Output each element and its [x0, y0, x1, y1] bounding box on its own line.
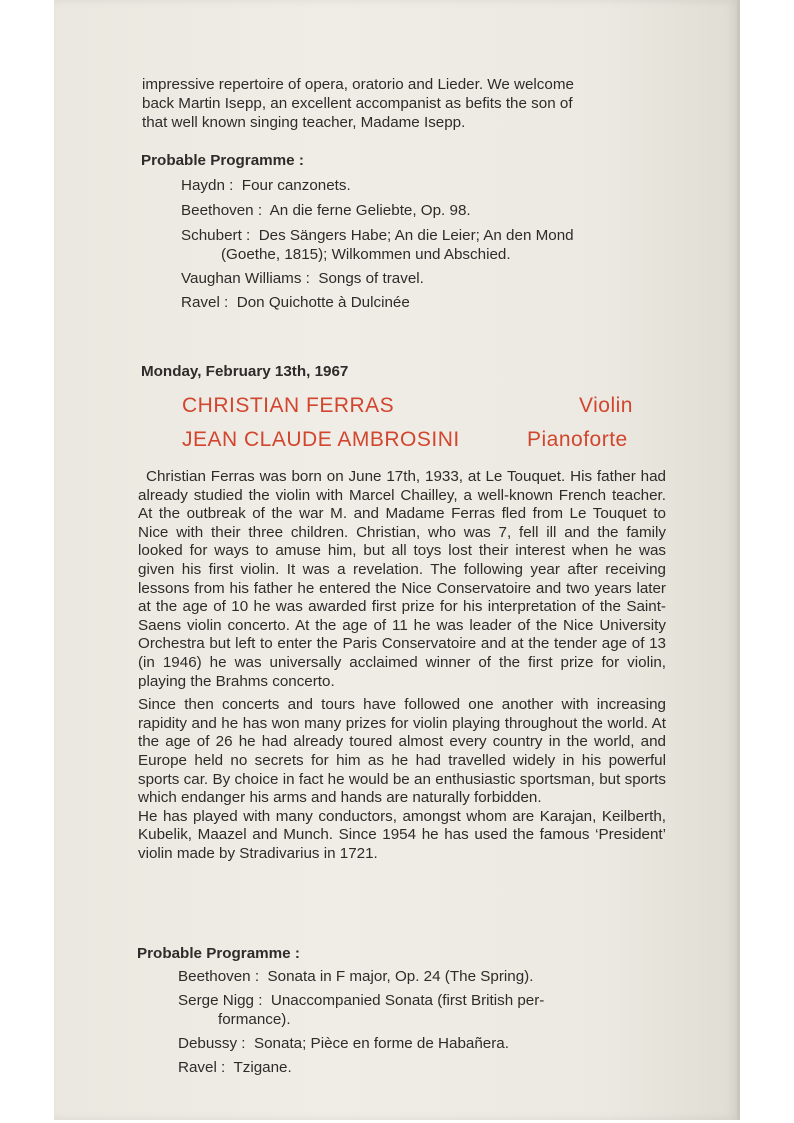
programme-item	[178, 991, 668, 1029]
composer: Debussy :	[178, 1035, 246, 1052]
programme-item	[178, 1034, 509, 1053]
composer: Schubert :	[181, 227, 251, 244]
composer: Beethoven :	[181, 202, 263, 219]
intro-line-1: impressive repertoire of opera, oratorio and Lieder. We welcome	[142, 76, 574, 93]
intro-line-3: that well known singing teacher, Madame Isepp.	[142, 114, 466, 131]
work: Sonata in F major, Op. 24 (The Spring).	[267, 968, 534, 985]
work: Four canzonets.	[241, 177, 351, 194]
programme-item	[181, 201, 471, 220]
biography	[138, 468, 666, 863]
work-continued: (Goethe, 1815); Wilkommen und Abschied.	[221, 246, 511, 263]
work: An die ferne Geliebte, Op. 98.	[269, 202, 471, 219]
composer: Beethoven :	[178, 968, 260, 985]
composer: Haydn :	[181, 177, 234, 194]
work: Des Sängers Habe; An die Leier; An den Mond	[258, 227, 574, 244]
work-continued: formance).	[218, 1011, 291, 1028]
performer-instrument: Violin	[579, 394, 633, 417]
programme-item	[178, 1058, 292, 1077]
composer: Serge Nigg :	[178, 992, 263, 1009]
programme-item	[181, 226, 671, 264]
bio-paragraph: He has played with many conductors, amongst whom are Karajan, Keilberth, Kubelik, Maazel and Munch. Since 1954 he has used the famous ‘President’ violin made by Stradivarius in 1721.	[138, 807, 666, 862]
work: Songs of travel.	[318, 270, 424, 287]
work: Unaccompanied Sonata (first British per-	[270, 992, 545, 1009]
bio-paragraph: Since then concerts and tours have followed one another with increasing rapidity and he has won many prizes for violin playing throughout the world. At the age of 26 he had already toured almost every country in the world, and Europe held no secrets for him as he had travelled widely in his powerful sports car. By choice in fact he would be an enthusiastic sportsman, but sports which endanger his arms and hands are naturally forbidden.	[138, 696, 666, 807]
composer: Vaughan Williams :	[181, 270, 310, 287]
work: Tzigane.	[233, 1059, 292, 1076]
composer: Ravel :	[181, 294, 229, 311]
programme-heading: Probable Programme :	[137, 945, 300, 962]
programme-item	[181, 293, 410, 312]
composer: Ravel :	[178, 1059, 226, 1076]
performer-name: CHRISTIAN FERRAS	[182, 394, 395, 417]
page-edge	[737, 0, 740, 1120]
programme-heading: Probable Programme :	[141, 152, 304, 169]
programme-item	[178, 967, 533, 986]
bio-paragraph: Christian Ferras was born on June 17th, 1933, at Le Touquet. His father had already studied the violin with Marcel Chailley, a well-known French teacher. At the outbreak of the war M. and Madame Ferras fled from Le Touquet to Nice with their three children. Christian, who was 7, fell ill and the family looked for ways to amuse him, but all toys lost their interest when he was given his first violin. It was a revelation. The following year after receiving lessons from his father he entered the Nice Conservatoire and two years later at the age of 10 he was awarded first prize for his interpretation of the Saint-Saens violin concerto. At the age of 11 he was leader of the Nice University Orchestra but left to enter the Paris Conservatoire and at the tender age of 13 (in 1946) he was universally acclaimed winner of the first prize for violin, playing the Brahms concerto.	[138, 468, 666, 690]
work: Sonata; Pièce en forme de Habañera.	[253, 1035, 509, 1052]
performer-instrument: Pianoforte	[527, 428, 628, 451]
programme-item	[181, 269, 424, 288]
work: Don Quichotte à Dulcinée	[236, 294, 410, 311]
intro-line-2: back Martin Isepp, an excellent accompanist as befits the son of	[142, 95, 573, 112]
performer-name: JEAN CLAUDE AMBROSINI	[182, 428, 460, 451]
programme-item	[181, 176, 351, 195]
concert-date: Monday, February 13th, 1967	[141, 363, 349, 380]
